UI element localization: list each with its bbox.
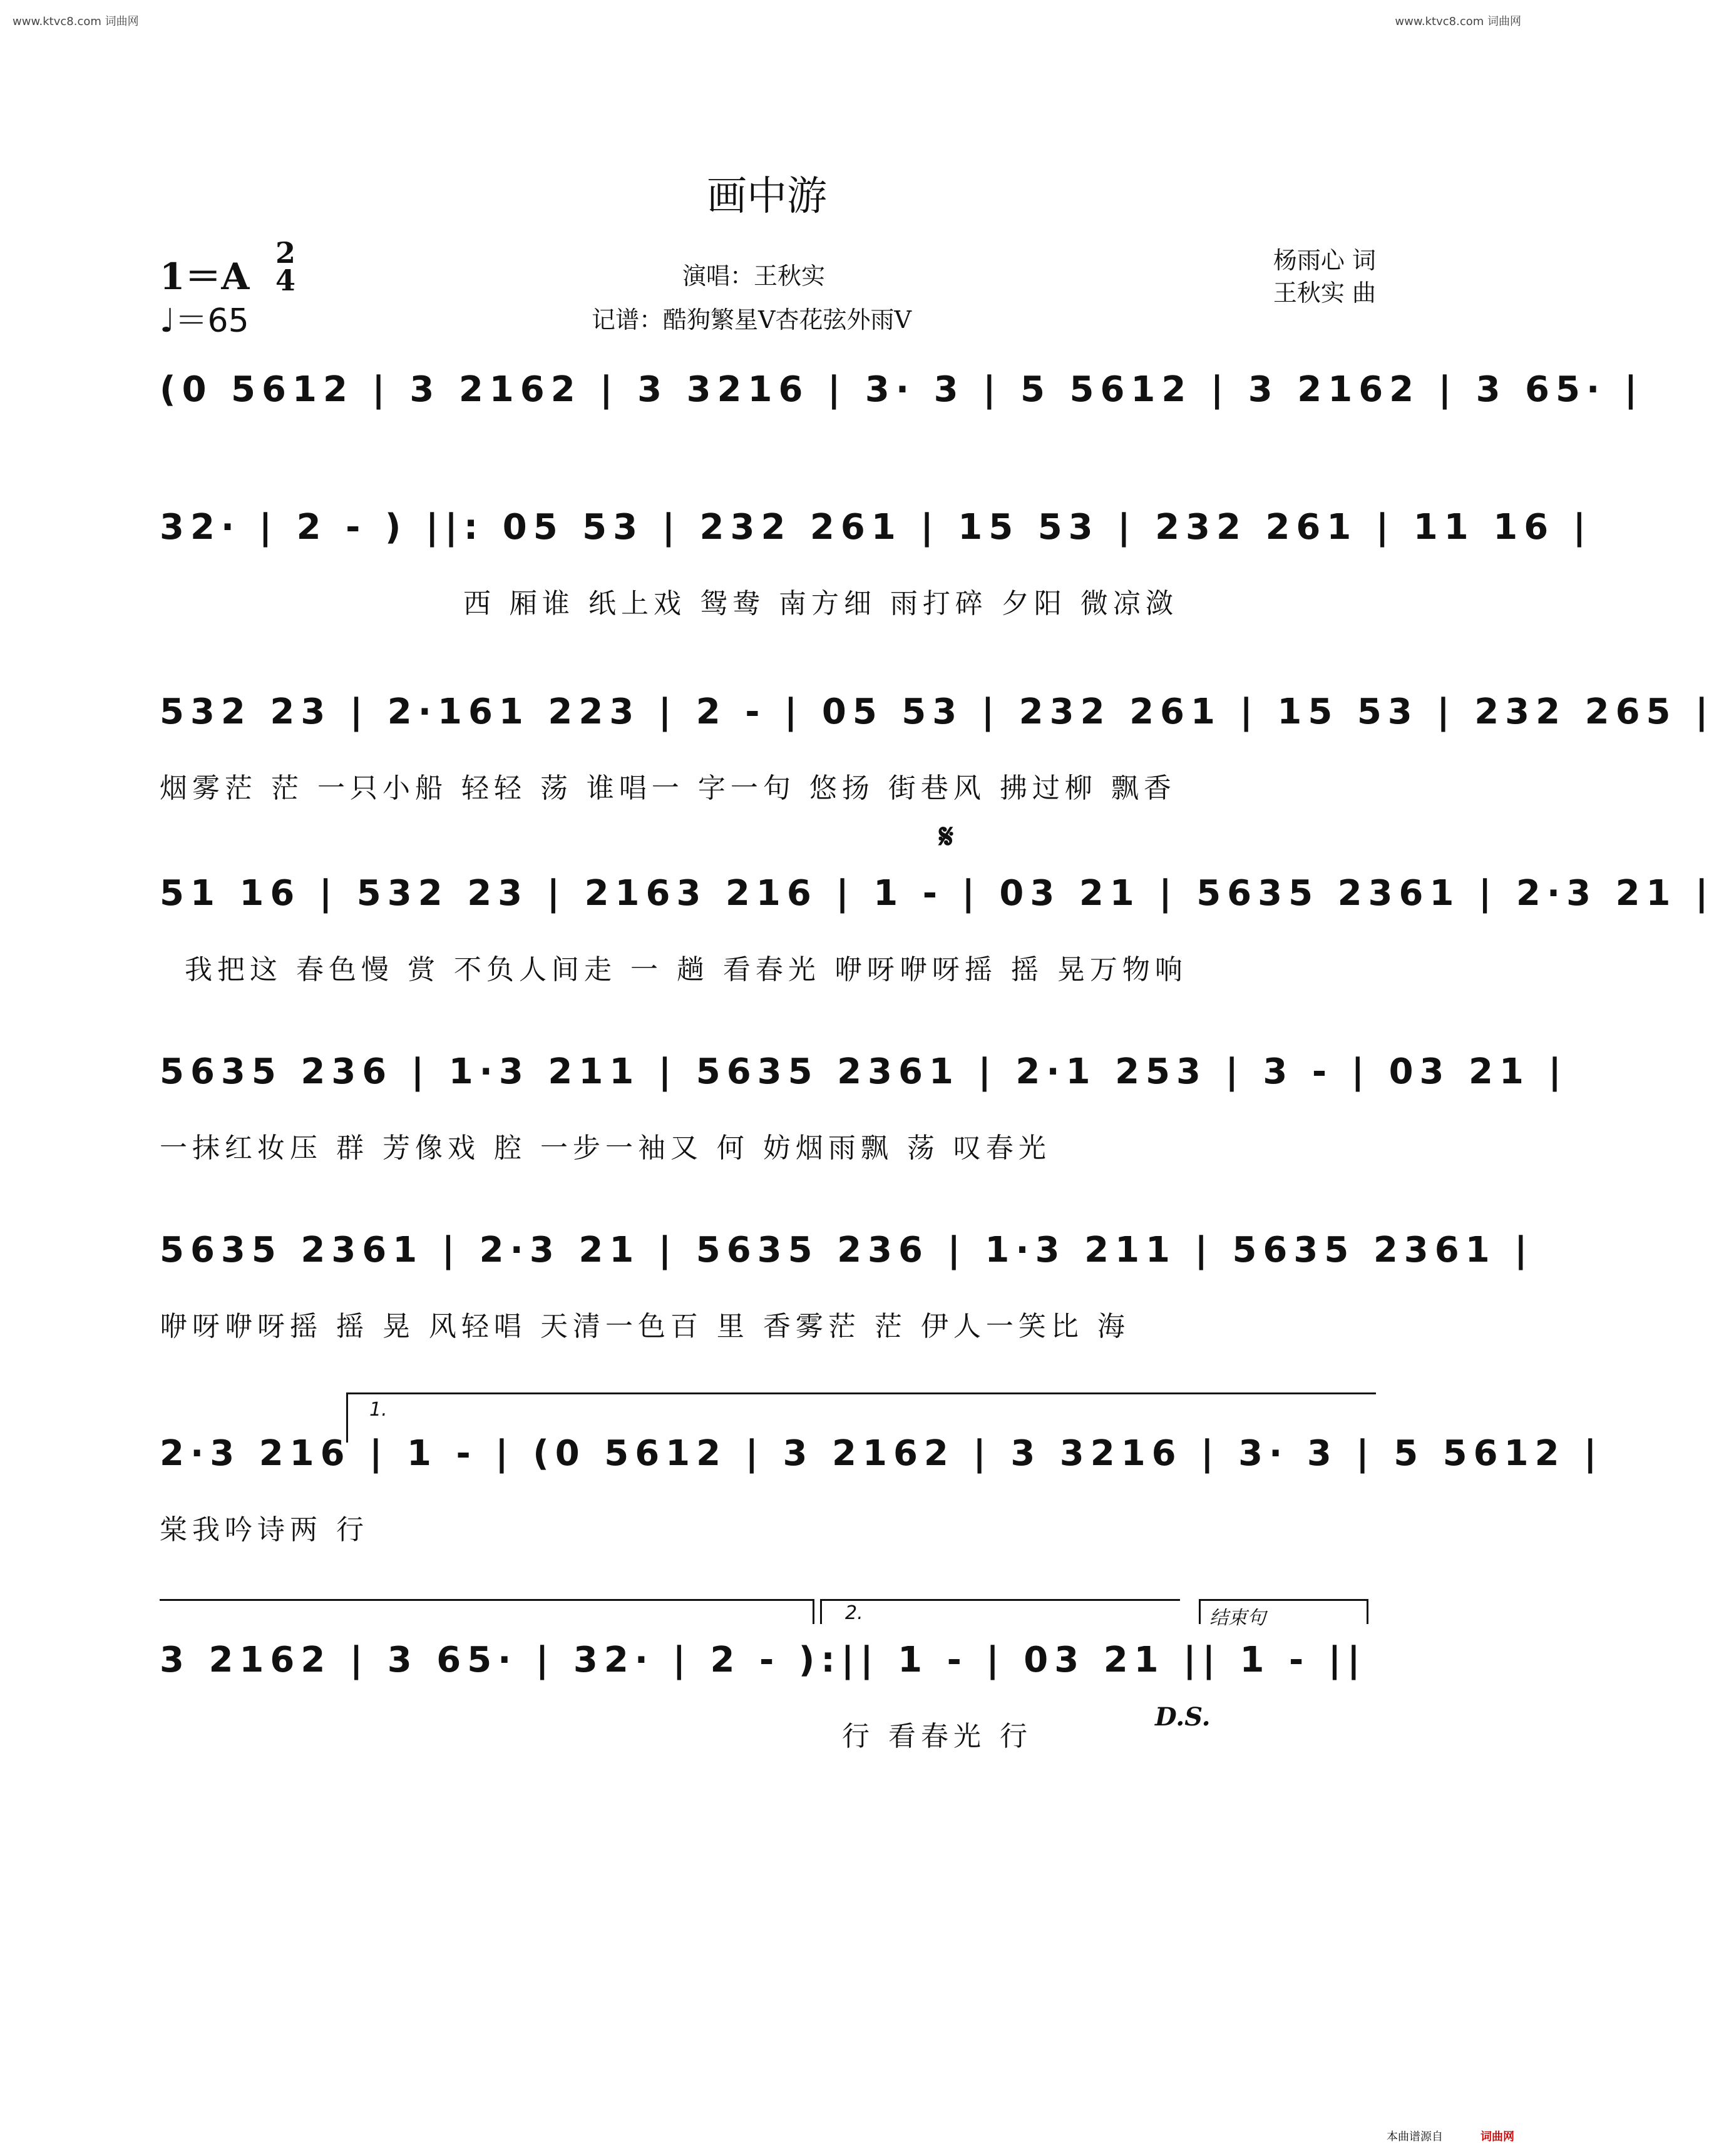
- dal-segno-marking: D.S.: [1155, 1702, 1211, 1732]
- first-ending-bracket: [346, 1392, 1376, 1394]
- second-ending-bracket: [820, 1599, 1180, 1601]
- coda-bracket-end: [1367, 1599, 1368, 1624]
- notes-row-7: 2·3 216 | 1 - | (0 5612 | 3 2162 | 3 3216 | 3· 3 | 5 5612 |: [160, 1433, 1603, 1474]
- second-ending-edge: [820, 1599, 822, 1624]
- lyrics-row-8: 行 看春光 行: [842, 1720, 1032, 1752]
- lyrics-row-3: 烟雾茫 茫 一只小船 轻轻 荡 谁唱一 字一句 悠扬 街巷风 拂过柳 飘香: [160, 772, 1176, 804]
- lyrics-row-2: 西 厢谁 纸上戏 鸳鸯 南方细 雨打碎 夕阳 微凉潋: [463, 588, 1178, 620]
- coda-bracket: [1199, 1599, 1368, 1601]
- notes-row-4: 51 16 | 532 23 | 2163 216 | 1 - | 03 21 | 5635 2361 | 2·3 21 |: [160, 873, 1714, 914]
- composer-credit: 王秋实 曲: [1273, 279, 1376, 307]
- footer-source: 本曲谱源自: [1387, 2130, 1443, 2143]
- first-ending-continuation: [160, 1599, 814, 1601]
- second-ending-label: 2.: [845, 1602, 863, 1624]
- notes-row-2: 32· | 2 - ) ||: 05 53 | 232 261 | 15 53 | 232 261 | 11 16 |: [160, 507, 1593, 548]
- lyricist-credit: 杨雨心 词: [1273, 247, 1376, 274]
- coda-label: 结束句: [1209, 1607, 1266, 1629]
- time-signature-top: 2: [275, 236, 296, 270]
- first-ending-end: [813, 1599, 814, 1624]
- key-signature: 1＝A: [160, 255, 250, 298]
- first-ending-label: 1.: [369, 1399, 387, 1421]
- lyrics-row-6: 咿呀咿呀摇 摇 晃 风轻唱 天清一色百 里 香雾茫 茫 伊人一笑比 海: [160, 1310, 1130, 1342]
- transcriber-credit: 记谱：酷狗繁星V杏花弦外雨V: [592, 306, 911, 334]
- singer-credit: 演唱：王秋实: [682, 262, 826, 290]
- song-title: 画中游: [707, 173, 827, 220]
- lyrics-row-5: 一抹红妆压 群 芳像戏 腔 一步一袖又 何 妨烟雨飘 荡 叹春光: [160, 1132, 1051, 1164]
- tempo-marking: ♩＝65: [160, 302, 249, 340]
- time-signature-bottom: 4: [275, 263, 296, 297]
- time-signature: [275, 236, 296, 297]
- notes-row-3: 532 23 | 2·161 223 | 2 - | 05 53 | 232 261 | 15 53 | 232 265 |: [160, 692, 1714, 732]
- notes-row-8: 3 2162 | 3 65· | 32· | 2 - ):|| 1 - | 03 21 || 1 - ||: [160, 1640, 1367, 1680]
- footer-brand: 词曲网: [1481, 2130, 1514, 2143]
- coda-bracket-edge: [1199, 1599, 1201, 1624]
- header-right: www.ktvc8.com 词曲网: [1395, 15, 1521, 28]
- lyrics-row-4: 我把这 春色慢 赏 不负人间走 一 趟 看春光 咿呀咿呀摇 摇 晃万物响: [185, 954, 1188, 986]
- segno-sign: 𝄋: [939, 817, 954, 856]
- notes-row-1: (0 5612 | 3 2162 | 3 3216 | 3· 3 | 5 5612 | 3 2162 | 3 65· |: [160, 369, 1644, 410]
- lyrics-row-7: 棠我吟诗两 行: [160, 1514, 369, 1546]
- notes-row-5: 5635 236 | 1·3 211 | 5635 2361 | 2·1 253 | 3 - | 03 21 |: [160, 1051, 1568, 1092]
- header-left: www.ktvc8.com 词曲网: [13, 15, 139, 28]
- notes-row-6: 5635 2361 | 2·3 21 | 5635 236 | 1·3 211 | 5635 2361 |: [160, 1230, 1534, 1270]
